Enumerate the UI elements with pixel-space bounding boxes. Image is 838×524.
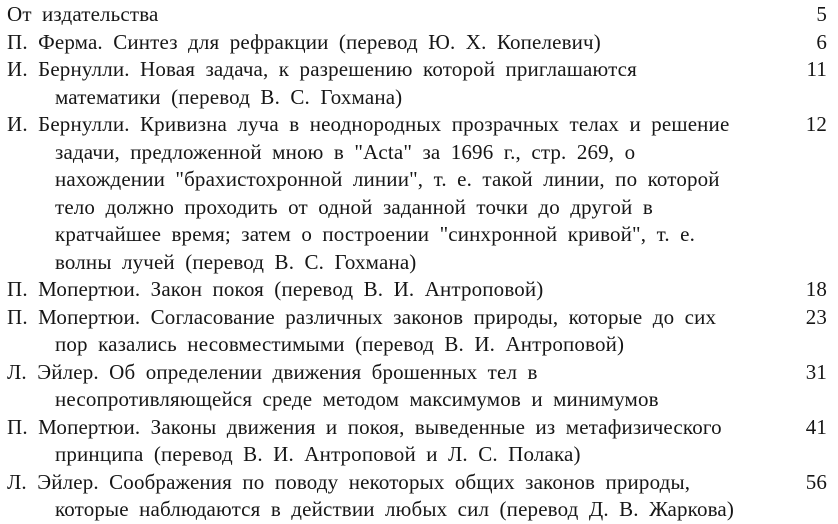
entry-title-line: несопротивляющейся среде методом максимумов и минимумов <box>55 387 659 411</box>
toc-entry <box>7 414 827 469</box>
entry-title <box>7 304 787 359</box>
entry-title-line: задачи, предложенной мною в "Acta" за 1696 г., стр. 269, о <box>55 139 636 164</box>
toc-entry <box>7 359 827 414</box>
entry-title-line: П. Мопертюи. Законы движения и покоя, выведенные из метафизического <box>7 414 722 439</box>
entry-title-line: нахождении "брахистохронной линии", т. е. такой линии, по которой <box>55 167 720 191</box>
toc-entry <box>7 29 827 57</box>
toc-list <box>7 1 827 524</box>
toc-entry <box>7 111 827 276</box>
entry-title <box>7 276 787 304</box>
entry-title <box>7 56 787 111</box>
entry-title-line: пор казались несовместимыми (перевод В. И. Антроповой) <box>55 332 625 356</box>
entry-page-number: 56 <box>805 469 827 494</box>
entry-title-line: принципа (перевод В. И. Антроповой и Л. С. Полака) <box>55 442 581 466</box>
entry-title-line: Л. Эйлер. Соображения по поводу некоторых общих законов природы, <box>7 469 691 494</box>
entry-page-number: 18 <box>805 277 827 301</box>
entry-title-line: кратчайшее время; затем о построении "синхронной кривой", т. е. <box>55 222 696 246</box>
entry-title-line: П. Мопертюи. Согласование различных законов природы, которые до сих <box>7 304 717 329</box>
entry-title-line: математики (перевод В. С. Гохмана) <box>55 84 403 109</box>
entry-page-number: 12 <box>805 112 827 136</box>
entry-title <box>7 29 787 57</box>
entry-title-line: тело должно проходить от одной заданной точки до другой в <box>55 194 653 219</box>
entry-title-line: От издательства <box>7 2 159 26</box>
entry-title-line: И. Бернулли. Новая задача, к разрешению которой приглашаются <box>7 57 637 81</box>
entry-title <box>7 1 787 29</box>
entry-page-number: 11 <box>806 57 827 81</box>
toc-entry <box>7 56 827 111</box>
entry-title-line: П. Ферма. Синтез для рефракции (перевод Ю. Х. Копелевич) <box>7 29 601 54</box>
entry-page-number: 41 <box>805 414 827 439</box>
toc-entry <box>7 276 827 304</box>
entry-title-line: Л. Эйлер. Об определении движения брошенных тел в <box>7 359 538 384</box>
entry-title <box>7 414 787 469</box>
entry-title <box>7 469 787 524</box>
entry-title-line: которые наблюдаются в действии любых сил (перевод Д. В. Жаркова) <box>55 497 735 521</box>
entry-page-number: 5 <box>816 2 827 26</box>
entry-title-line: И. Бернулли. Кривизна луча в неоднородных прозрачных телах и решение <box>7 112 730 136</box>
entry-title-line: волны лучей (перевод В. С. Гохмана) <box>55 249 417 274</box>
entry-title-line: П. Мопертюи. Закон покоя (перевод В. И. Антроповой) <box>7 277 544 301</box>
entry-title <box>7 359 787 414</box>
entry-page-number: 31 <box>805 359 827 384</box>
toc-entry <box>7 304 827 359</box>
entry-page-number: 6 <box>816 29 827 54</box>
toc-entry <box>7 1 827 29</box>
toc-entry <box>7 469 827 524</box>
entry-title <box>7 111 787 276</box>
entry-page-number: 23 <box>805 304 827 329</box>
